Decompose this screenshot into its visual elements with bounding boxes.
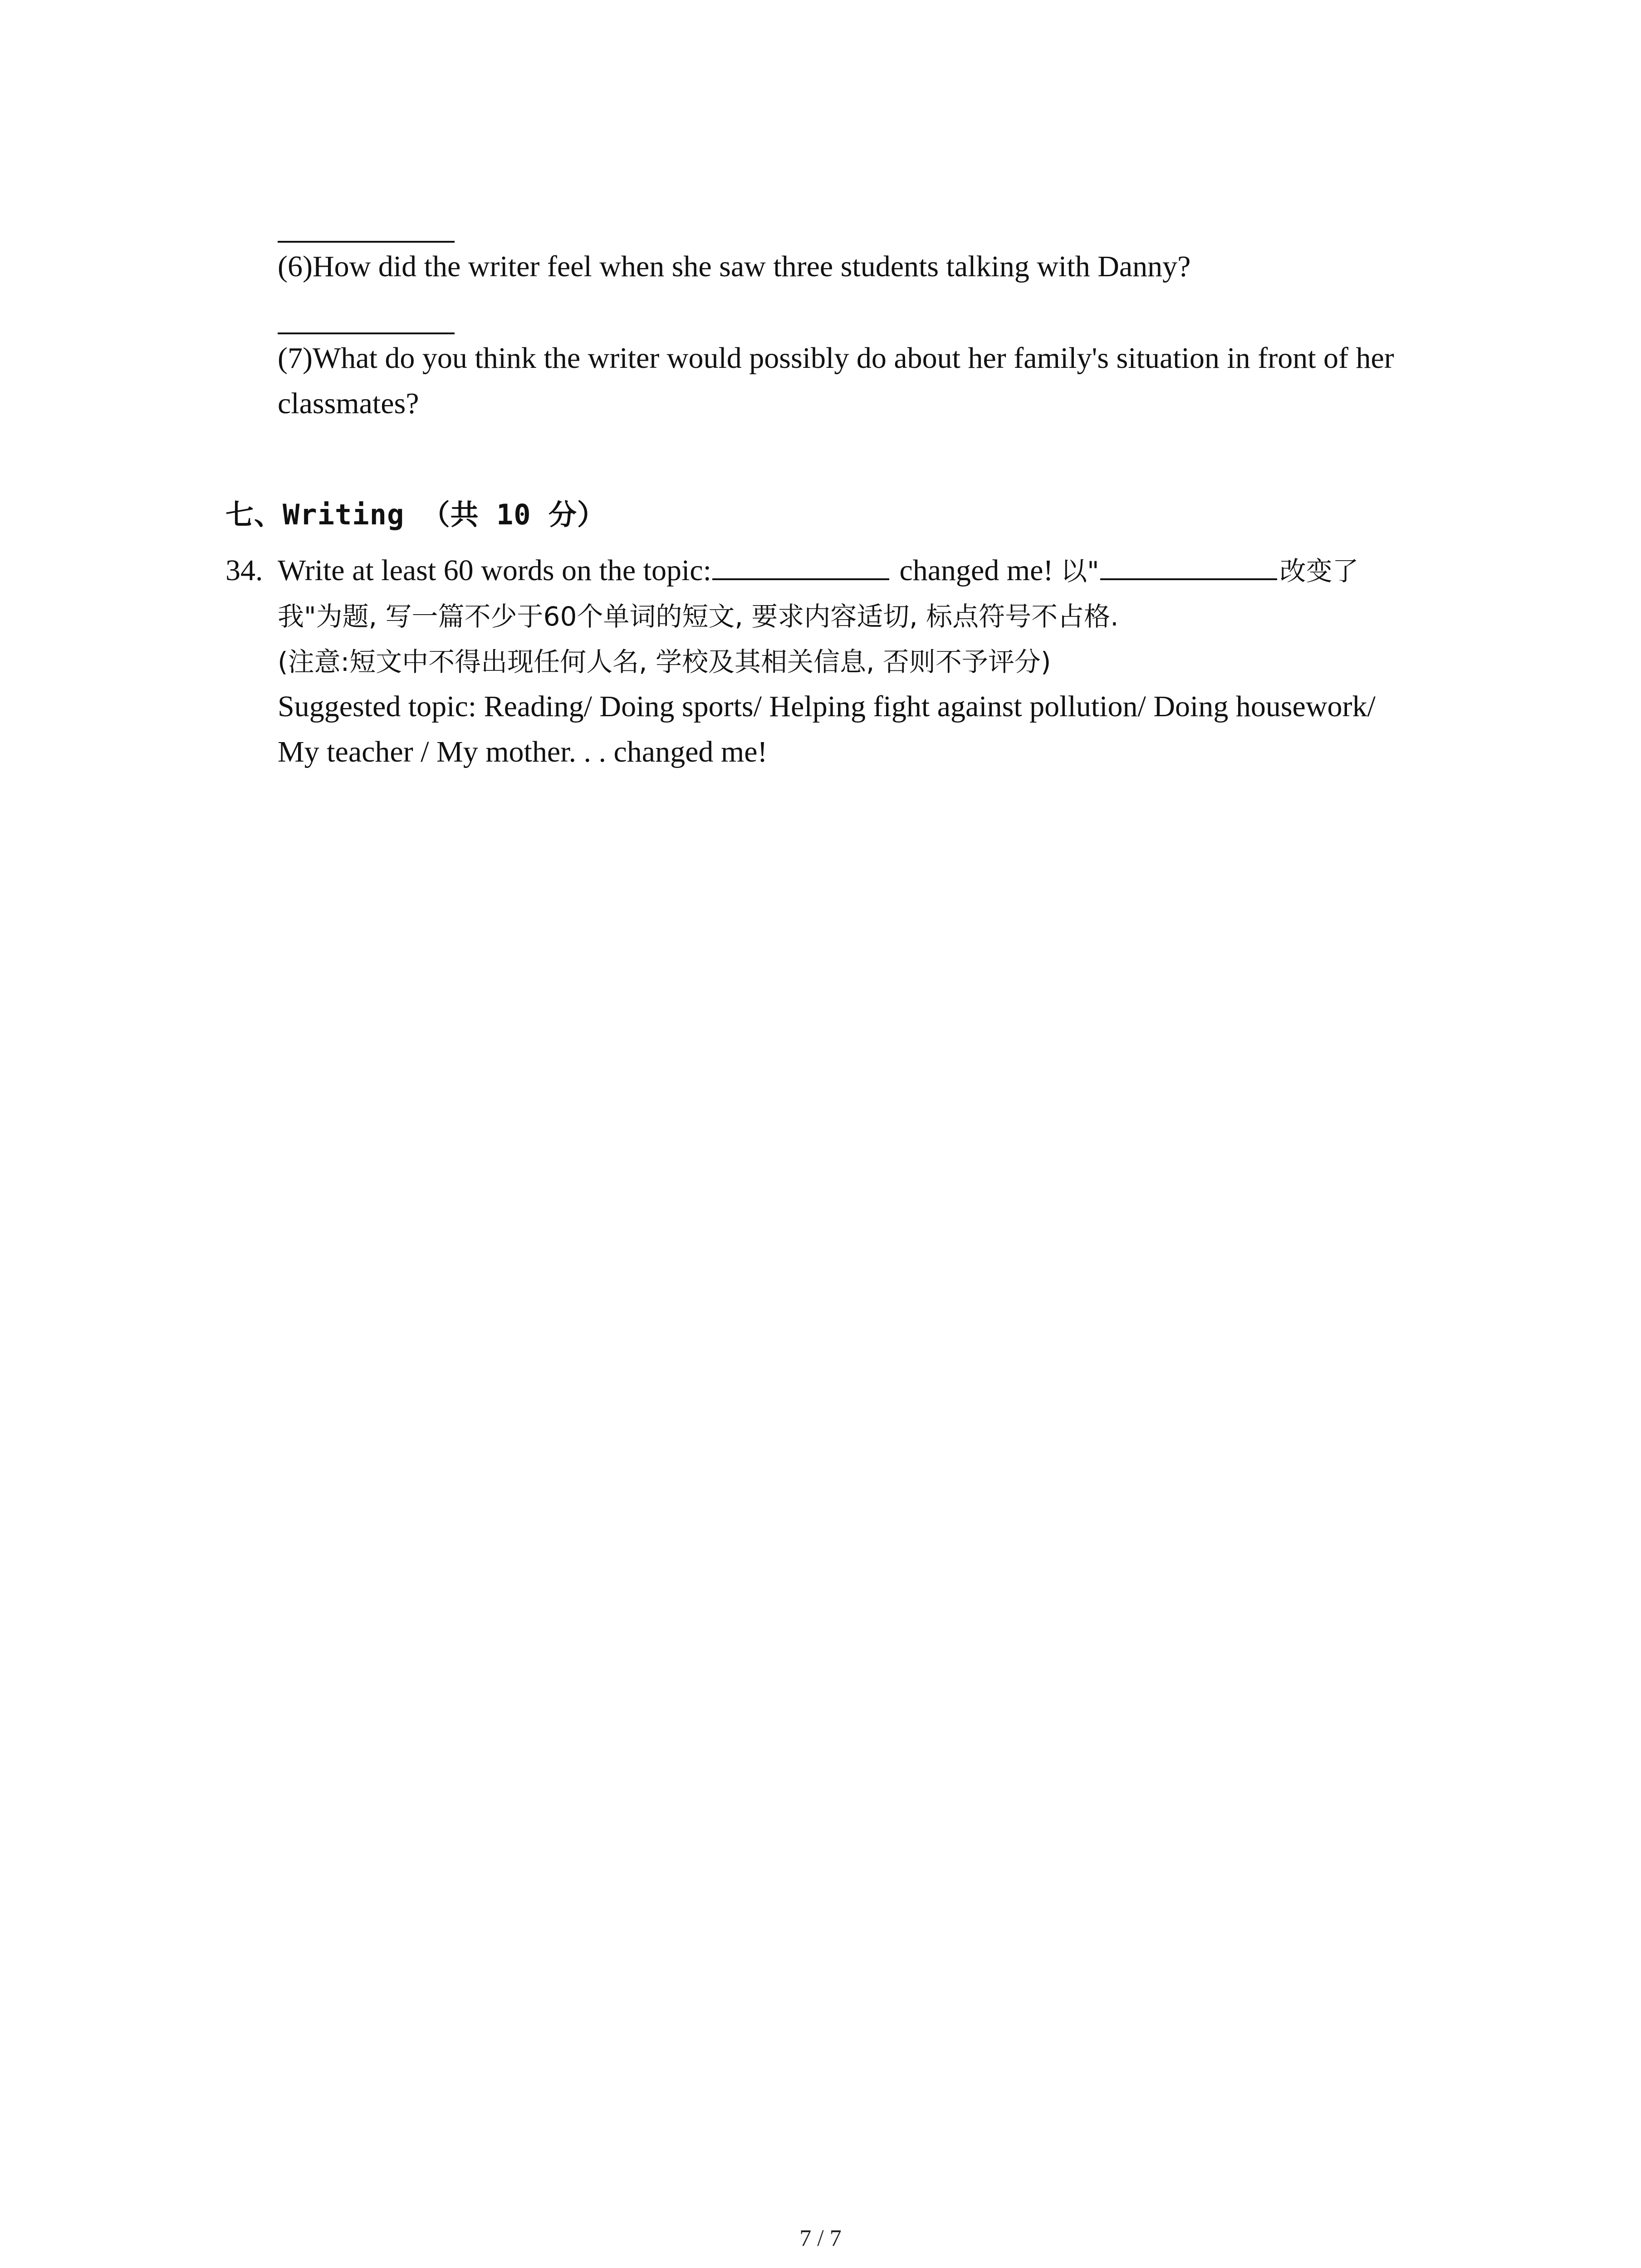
item-number-34: 34. (225, 554, 263, 587)
page-number: 7 / 7 (799, 2225, 842, 2251)
item-34-note: (注意:短文中不得出现任何人名, 学校及其相关信息, 否则不予评分) (278, 646, 1051, 677)
item-34-line-3 (278, 639, 1051, 684)
answer-blank-q6[interactable] (278, 332, 455, 334)
item-34-line-1-cn-a: 以" (1060, 556, 1099, 587)
answer-blank-q5[interactable] (278, 241, 455, 243)
item-34-instructions: 我"为题, 写一篇不少于60个单词的短文, 要求内容适切, 标点符号不占格. (278, 601, 1119, 632)
item-34-line-1-cn-b: 改变了 (1279, 556, 1359, 587)
item-34-line-2 (278, 593, 1119, 639)
item-34-line-4: Suggested topic: Reading/ Doing sports/ Helping fight against pollution/ Doing housework/ (278, 690, 1376, 723)
item-34-line-1-text-b: changed me! (892, 554, 1061, 587)
topic-blank-1[interactable] (712, 550, 889, 580)
item-34-line-1 (278, 548, 1359, 594)
question-7-line-1: (7)What do you think the writer would possibly do about her family's situation in front of her (278, 342, 1394, 375)
topic-blank-2[interactable] (1100, 550, 1277, 580)
section-heading-writing: 七、Writing （共 10 分） (225, 498, 606, 531)
question-6: (6)How did the writer feel when she saw three students talking with Danny? (278, 250, 1191, 283)
item-34-line-5: My teacher / My mother. . . changed me! (278, 735, 768, 768)
item-34-line-1-text-a: Write at least 60 words on the topic: (278, 554, 711, 587)
question-7-line-2: classmates? (278, 387, 419, 420)
